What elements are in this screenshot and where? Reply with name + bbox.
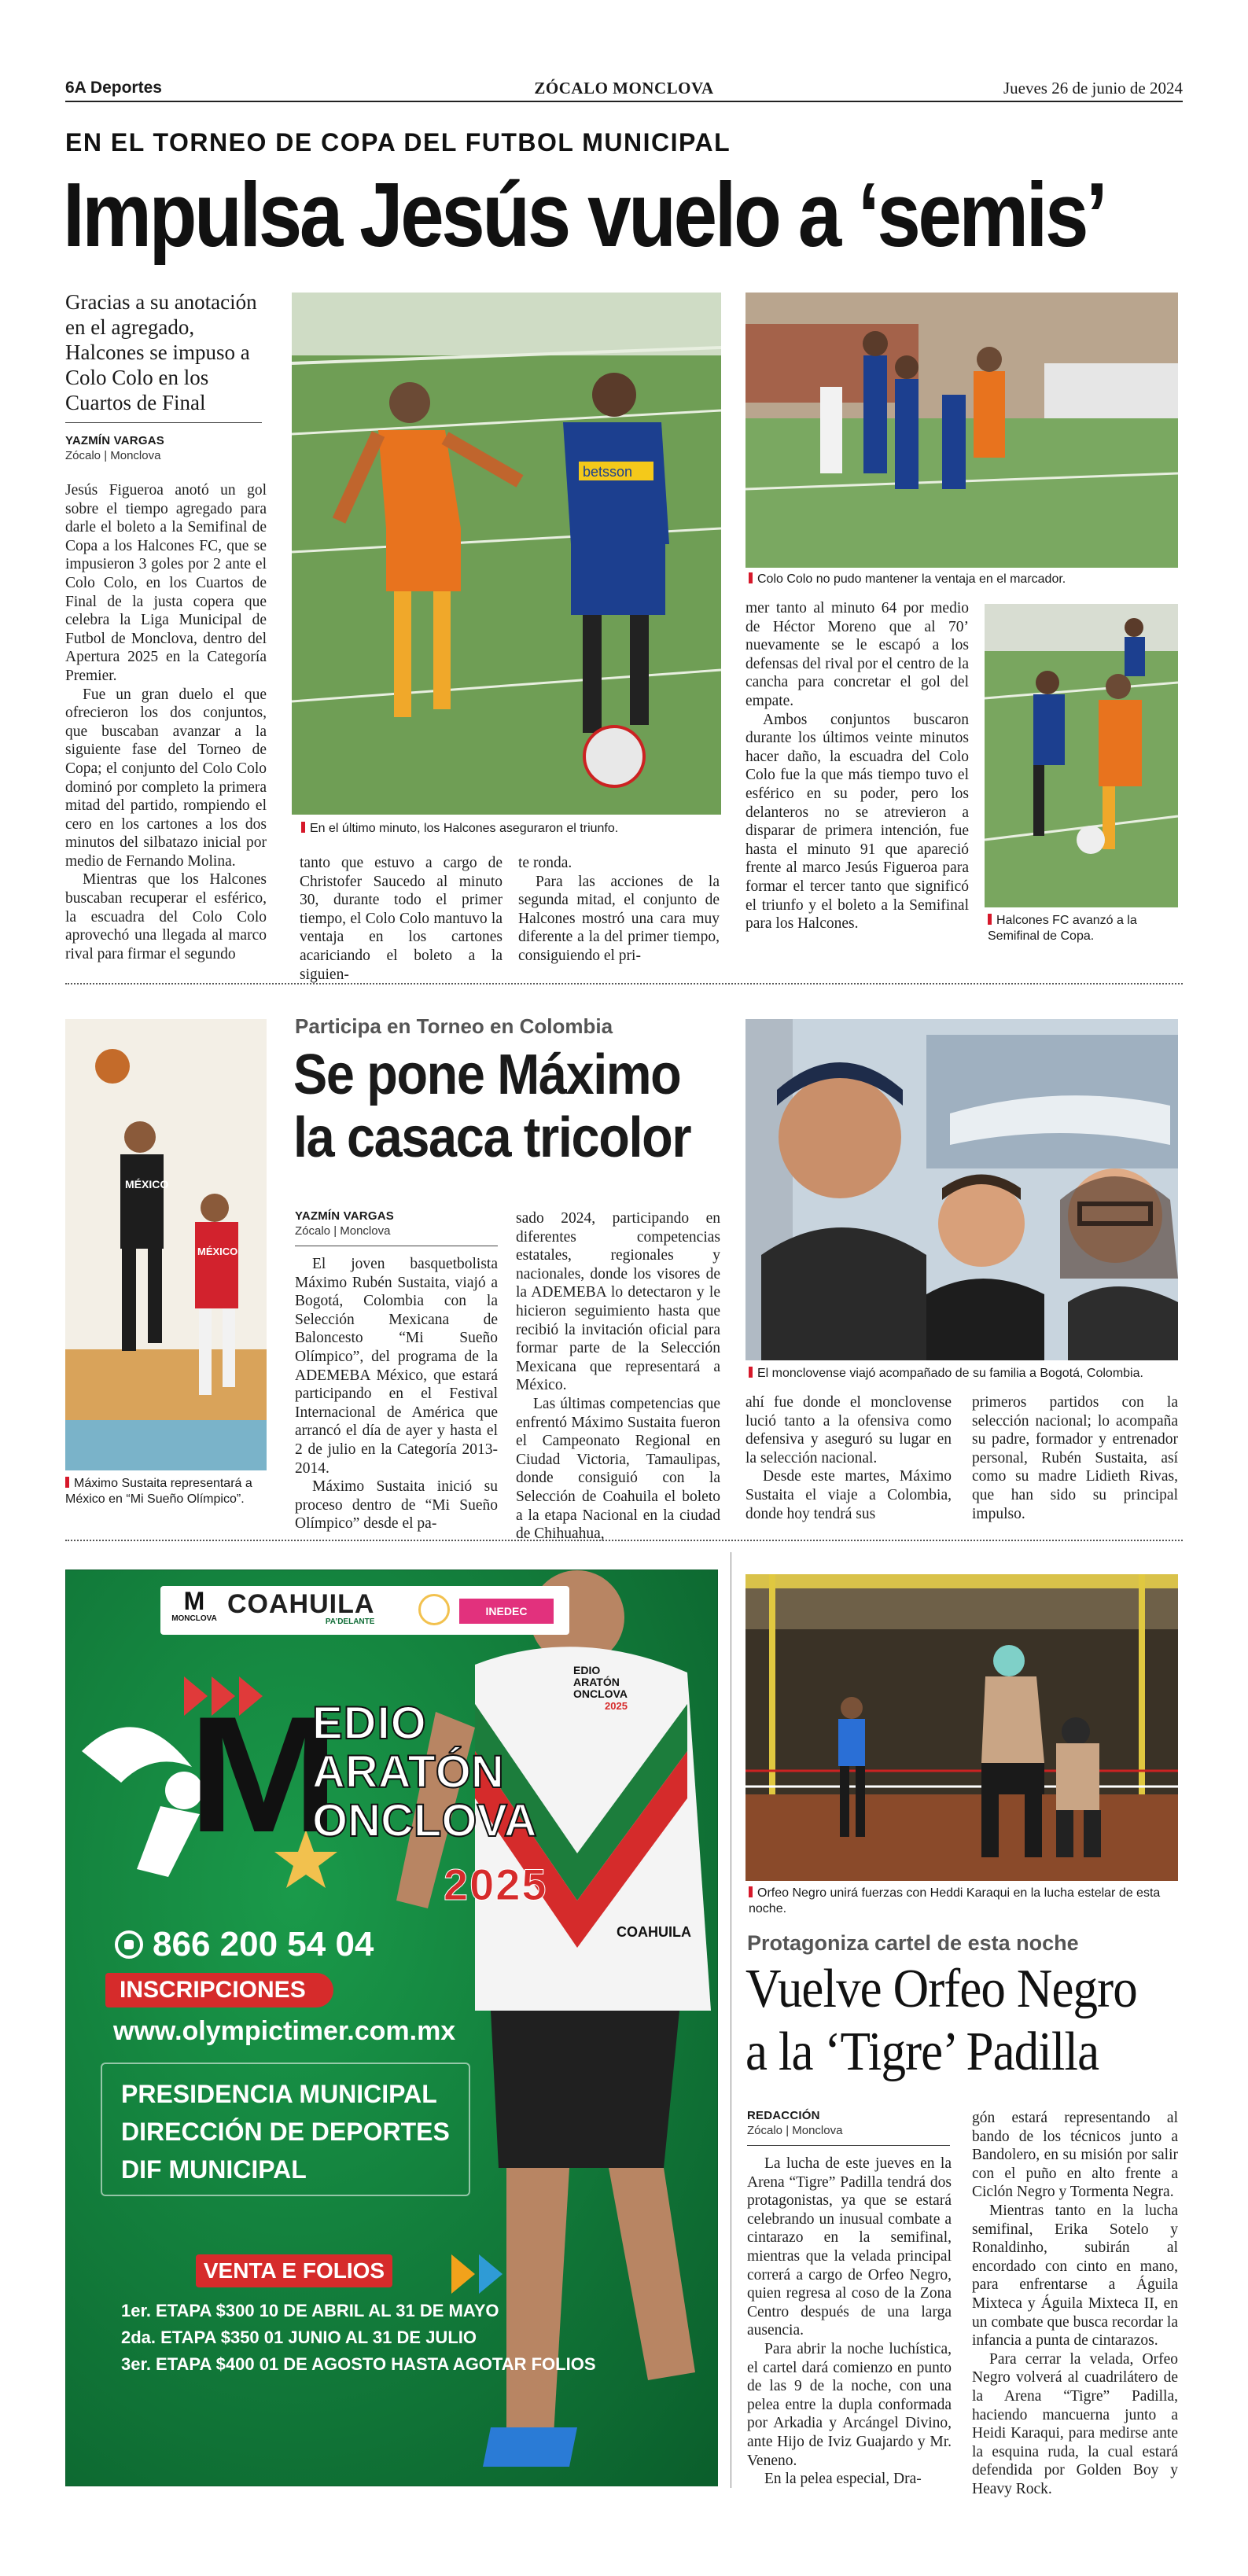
issue-date: Jueves 26 de junio de 2024 bbox=[1003, 79, 1183, 98]
etapa-2: 2da. ETAPA $350 01 JUNIO AL 31 DE JULIO bbox=[121, 2328, 477, 2347]
caption-marker bbox=[749, 572, 753, 583]
etapa-1: 1er. ETAPA $300 10 DE ABRIL AL 31 DE MAYO bbox=[121, 2301, 499, 2320]
byline-name: REDACCIÓN bbox=[747, 2109, 820, 2122]
byline-place: Zócalo | Monclova bbox=[295, 1224, 391, 1238]
paragraph: La lucha de este jueves en la Arena “Tigre” Padilla tendrá dos protagonistas, ya que se estará celebrando un inusual combate a cintarazo en la semifinal, mientras que la velada principal correrá a cargo de Orfeo Negro, quien regresa al coso de la Zona Centro después de una larga ausencia. bbox=[747, 2155, 952, 2339]
newspaper-name: ZÓCALO MONCLOVA bbox=[534, 79, 714, 98]
shirt-brand: COAHUILA bbox=[617, 1924, 691, 1940]
story3-headline-line-2: a la ‘Tigre’ Padilla bbox=[745, 2022, 1099, 2082]
story1-column-3 bbox=[518, 854, 720, 966]
story1-column-1 bbox=[65, 481, 267, 963]
ad-phone: 866 200 54 04 bbox=[153, 1925, 374, 1963]
story3-caption bbox=[749, 1886, 1173, 1917]
soccer-photo-right-top bbox=[745, 293, 1178, 568]
basketball-photo bbox=[65, 1019, 267, 1470]
soccer-main-photo bbox=[292, 293, 721, 815]
coahuila-logo bbox=[227, 1591, 374, 1626]
caption-text: Máximo Sustaita representará a México en “Mi Sueño Olímpico”. bbox=[65, 1477, 252, 1506]
paragraph: Jesús Figueroa anotó un gol sobre el tiempo agregado para darle el boleto a la Semifinal de Copa a los Halcones FC, que se impusieron 3 goles por 2 ante el Colo Colo, en los Cuartos de Final de la justa copera que celebra la Liga Municipal de Futbol de Monclova, dentro del Apertura 2025 en la Categoría Premier. bbox=[65, 482, 267, 684]
paragraph: primeros partidos con la selección nacional; lo acompaña su padre, formador y entrenador personal, Rubén Sustaita, así como su madre Lidieth Rivas, que han sido su principal impulso. bbox=[972, 1394, 1178, 1522]
story2-kicker: Participa en Torneo en Colombia bbox=[295, 1014, 613, 1038]
ad-title-line-1: EDIO bbox=[312, 1698, 427, 1749]
section-divider-2 bbox=[65, 1540, 1183, 1541]
ad-title-line-3: ONCLOVA bbox=[312, 1795, 537, 1846]
monclova-logo bbox=[167, 1588, 222, 1623]
caption-marker bbox=[65, 1477, 69, 1488]
org-line-3: DIF MUNICIPAL bbox=[121, 2155, 307, 2184]
caption-text: Halcones FC avanzó a la Semifinal de Copa. bbox=[988, 914, 1137, 943]
byline-place: Zócalo | Monclova bbox=[747, 2124, 843, 2137]
story1-headline: Impulsa Jesús vuelo a ‘semis’ bbox=[63, 164, 1106, 266]
ad-title-block bbox=[188, 1682, 537, 1867]
caption-text: Orfeo Negro unirá fuerzas con Heddi Karaqui en la lucha estelar de esta noche. bbox=[749, 1886, 1161, 1915]
story2-column-1 bbox=[295, 1255, 498, 1533]
paragraph: ahí fue donde el monclovense lució tanto a la ofensiva como defensiva y aseguró su lugar en la selección nacional. bbox=[745, 1394, 952, 1466]
paragraph: gón estará representando al bando de los técnicos junto a Bandolero, en su misión por salir con el puño en alto frente a Ciclón Negro y Tormenta Negra. bbox=[972, 2110, 1178, 2201]
story3-headline-line-1: Vuelve Orfeo Negro bbox=[745, 1959, 1137, 2019]
paragraph: mer tanto al minuto 64 por medio de Héctor Moreno que al 70’ nuevamente se le escapó a los defensas del rival por el centro de la cancha para concretar el gol del empate. bbox=[745, 600, 969, 709]
caption-marker bbox=[749, 1367, 753, 1378]
story2-headline-line-2: la casaca tricolor bbox=[293, 1106, 691, 1169]
org-line-1: PRESIDENCIA MUNICIPAL bbox=[121, 2080, 437, 2108]
byline-rule bbox=[747, 2145, 950, 2146]
caption-marker bbox=[749, 1886, 753, 1897]
paragraph: Las últimas competencias que enfrentó Máximo Sustaita fueron el Campeonato Regional en Ciudad Victoria, Tamaulipas, donde consiguió con la Selección de Coahuila el boleto a la etapa Nacional en la ciudad de Chihuahua, bbox=[516, 1395, 720, 1543]
caption-text: El monclovense viajó acompañado de su familia a Bogotá, Colombia. bbox=[757, 1367, 1143, 1380]
org-line-2: DIRECCIÓN DE DEPORTES bbox=[121, 2118, 450, 2146]
paragraph: sado 2024, participando en diferentes competencias estatales, regionales y nacionales, donde los visores de la ADEMEBA lo detectaron y le hicieron seguimiento hasta que recibió la invitación oficial para formar parte de la Selección Mexicana que representará a México. bbox=[516, 1210, 720, 1394]
jersey-sponsor: betsson bbox=[583, 464, 633, 480]
paragraph: Mientras que los Halcones buscaban recuperar el esférico, la escuadra del Colo Colo aprovechó una llegada al marco rival para firmar el segundo bbox=[65, 871, 267, 962]
story1-deck: Gracias a su anotación en el agregado, Halcones se impuso a Colo Colo en los Cuartos de Final bbox=[65, 290, 257, 414]
paragraph: Para cerrar la velada, Orfeo Negro volverá al cuadrilátero de la Arena “Tigre” Padilla, haciendo mancuerna junto a Heidi Karaqui, para medirse ante la esquina ruda, la cual estará defendida por Golden Boy y Heavy Rock. bbox=[972, 2350, 1178, 2497]
whatsapp-icon bbox=[115, 1930, 143, 1959]
family-photo bbox=[745, 1019, 1178, 1360]
inscripciones-banner: INSCRIPCIONES bbox=[105, 1973, 333, 2007]
story1-main-caption bbox=[301, 821, 710, 837]
story1-right-caption-2 bbox=[988, 913, 1176, 944]
shirt-print-line-2: ARATÓN bbox=[573, 1676, 620, 1688]
coahuila-logo-sub: PA’DELANTE bbox=[325, 1617, 375, 1626]
paragraph: Máximo Sustaita inició su proceso dentro de “Mi Sueño Olímpico” desde el pa- bbox=[295, 1478, 498, 1533]
wrestling-photo bbox=[745, 1574, 1178, 1881]
shirt-print-line-3: ONCLOVA bbox=[573, 1687, 628, 1700]
story3-column-1 bbox=[747, 2155, 952, 2489]
paragraph: Mientras tanto en la lucha semifinal, Erika Sotelo y Ronaldinho, subirán al encordado con cinto en mano, para enfrentarse a Águila Mixteca y Águila Mixteca II, en un combate que busca recordar la infancia a punta de cintarazos. bbox=[972, 2202, 1178, 2350]
byline-name: YAZMÍN VARGAS bbox=[295, 1209, 394, 1223]
deck-rule bbox=[65, 422, 262, 423]
byline-place: Zócalo | Monclova bbox=[65, 449, 161, 462]
section-label: 6A Deportes bbox=[65, 79, 162, 97]
jersey-text: MÉXICO bbox=[125, 1178, 169, 1190]
story1-byline bbox=[65, 434, 164, 462]
monclova-logo-mark: M bbox=[183, 1587, 205, 1615]
paragraph: te ronda. bbox=[518, 855, 572, 871]
paragraph: Para abrir la noche luchística, el cartel dará comienzo en punto de las 9 de la noche, con una pelea entre la dupla conformada por Arkadia y Arcángel Divino, ante Hijo de Iviz Guajardo y Mr. Veneno. bbox=[747, 2340, 952, 2469]
section-divider-1 bbox=[65, 983, 1183, 984]
story1-column-4 bbox=[745, 599, 969, 933]
byline-name: YAZMÍN VARGAS bbox=[65, 434, 164, 447]
story3-byline bbox=[747, 2109, 842, 2137]
story1-column-2 bbox=[300, 854, 503, 984]
paragraph: En la pelea especial, Dra- bbox=[764, 2471, 922, 2488]
ad-year: 2025 bbox=[444, 1860, 548, 1909]
seal-icon bbox=[418, 1594, 450, 1625]
venta-banner: VENTA E FOLIOS bbox=[196, 2254, 392, 2287]
story1-kicker: EN EL TORNEO DE COPA DEL FUTBOL MUNICIPAL bbox=[65, 128, 731, 156]
shirt-print-year: 2025 bbox=[605, 1700, 628, 1712]
inedec-logo: INEDEC bbox=[459, 1599, 554, 1624]
header-rule bbox=[65, 101, 1183, 102]
story3-kicker: Protagoniza cartel de esta noche bbox=[747, 1931, 1079, 1955]
caption-marker bbox=[988, 914, 992, 925]
story2-headline-line-1: Se pone Máximo bbox=[293, 1043, 681, 1106]
etapa-3: 3er. ETAPA $400 01 DE AGOSTO HASTA AGOTAR FOLIOS bbox=[121, 2354, 596, 2374]
story2-column-4 bbox=[972, 1393, 1178, 1523]
ad-website: www.olympictimer.com.mx bbox=[113, 2016, 456, 2046]
caption-text: En el último minuto, los Halcones aseguraron el triunfo. bbox=[310, 822, 619, 835]
shirt-print bbox=[550, 1665, 652, 1712]
ad-title-line-2: ARATÓN bbox=[312, 1746, 504, 1798]
soccer-photo-right-small bbox=[985, 604, 1178, 907]
big-m-letter: M bbox=[188, 1682, 340, 1867]
caption-marker bbox=[301, 822, 305, 833]
paragraph: El joven basquetbolista Máximo Rubén Sustaita, viajó a Bogotá, Colombia con la Selección Mexicana de Baloncesto “Mi Sueño Olímpico”, del programa de la ADEMEBA México, que estará participando en el Festival Internacional de América que arrancó el día de ayer y hasta el 2 de julio en la Categoría 2013-2014. bbox=[295, 1256, 498, 1477]
paragraph: Desde este martes, Máximo Sustaita el viaje a Colombia, donde hoy tendrá sus bbox=[745, 1468, 952, 1522]
story2-family-caption bbox=[749, 1366, 1173, 1382]
story3-column-2 bbox=[972, 2109, 1178, 2498]
story2-left-caption bbox=[65, 1476, 267, 1507]
paragraph: tanto que estuvo a cargo de Christofer Saucedo al minuto 30, durante todo el primer tiempo, el Colo Colo mantuvo la ventaja en los cartones acariciando el boleto a la siguien- bbox=[300, 855, 503, 983]
story1-right-caption-1 bbox=[749, 572, 1173, 587]
monclova-logo-text: MONCLOVA bbox=[171, 1614, 217, 1623]
story2-column-2 bbox=[516, 1209, 720, 1544]
jersey-text: MÉXICO bbox=[197, 1246, 238, 1257]
story2-byline bbox=[295, 1209, 394, 1238]
paragraph: Fue un gran duelo el que ofrecieron los dos conjuntos, que buscaban avanzar a la siguiente fase del Torneo de Copa; el conjunto del Colo Colo dominó por completo la primera mitad del partido, rompiendo el cero en los cartones a los dos minutos del silbatazo inicial por medio de Fernando Molina. bbox=[65, 686, 267, 870]
story2-column-3 bbox=[745, 1393, 952, 1523]
paragraph: Para las acciones de la segunda mitad, el conjunto de Halcones mostró una cara muy diferente a la del primer tiempo, consiguiendo el pri- bbox=[518, 873, 720, 964]
marathon-ad bbox=[65, 1570, 718, 2486]
coahuila-logo-text: COAHUILA bbox=[227, 1589, 375, 1619]
paragraph: Ambos conjuntos buscaron durante los últimos veinte minutos hacer daño, la escuadra del Colo Colo fue la que más tiempo tuvo el esférico en su poder, pero los delanteros no se atrevieron a disparar de primera intención, fue hasta el minuto 91 que apareció frente al marco Jesús Figueroa para formar el tercer tanto que significó el triunfo y el boleto a la Semifinal para los Halcones. bbox=[745, 711, 969, 933]
shirt-print-line-1: EDIO bbox=[573, 1664, 601, 1676]
caption-text: Colo Colo no pudo mantener la ventaja en el marcador. bbox=[757, 572, 1066, 586]
